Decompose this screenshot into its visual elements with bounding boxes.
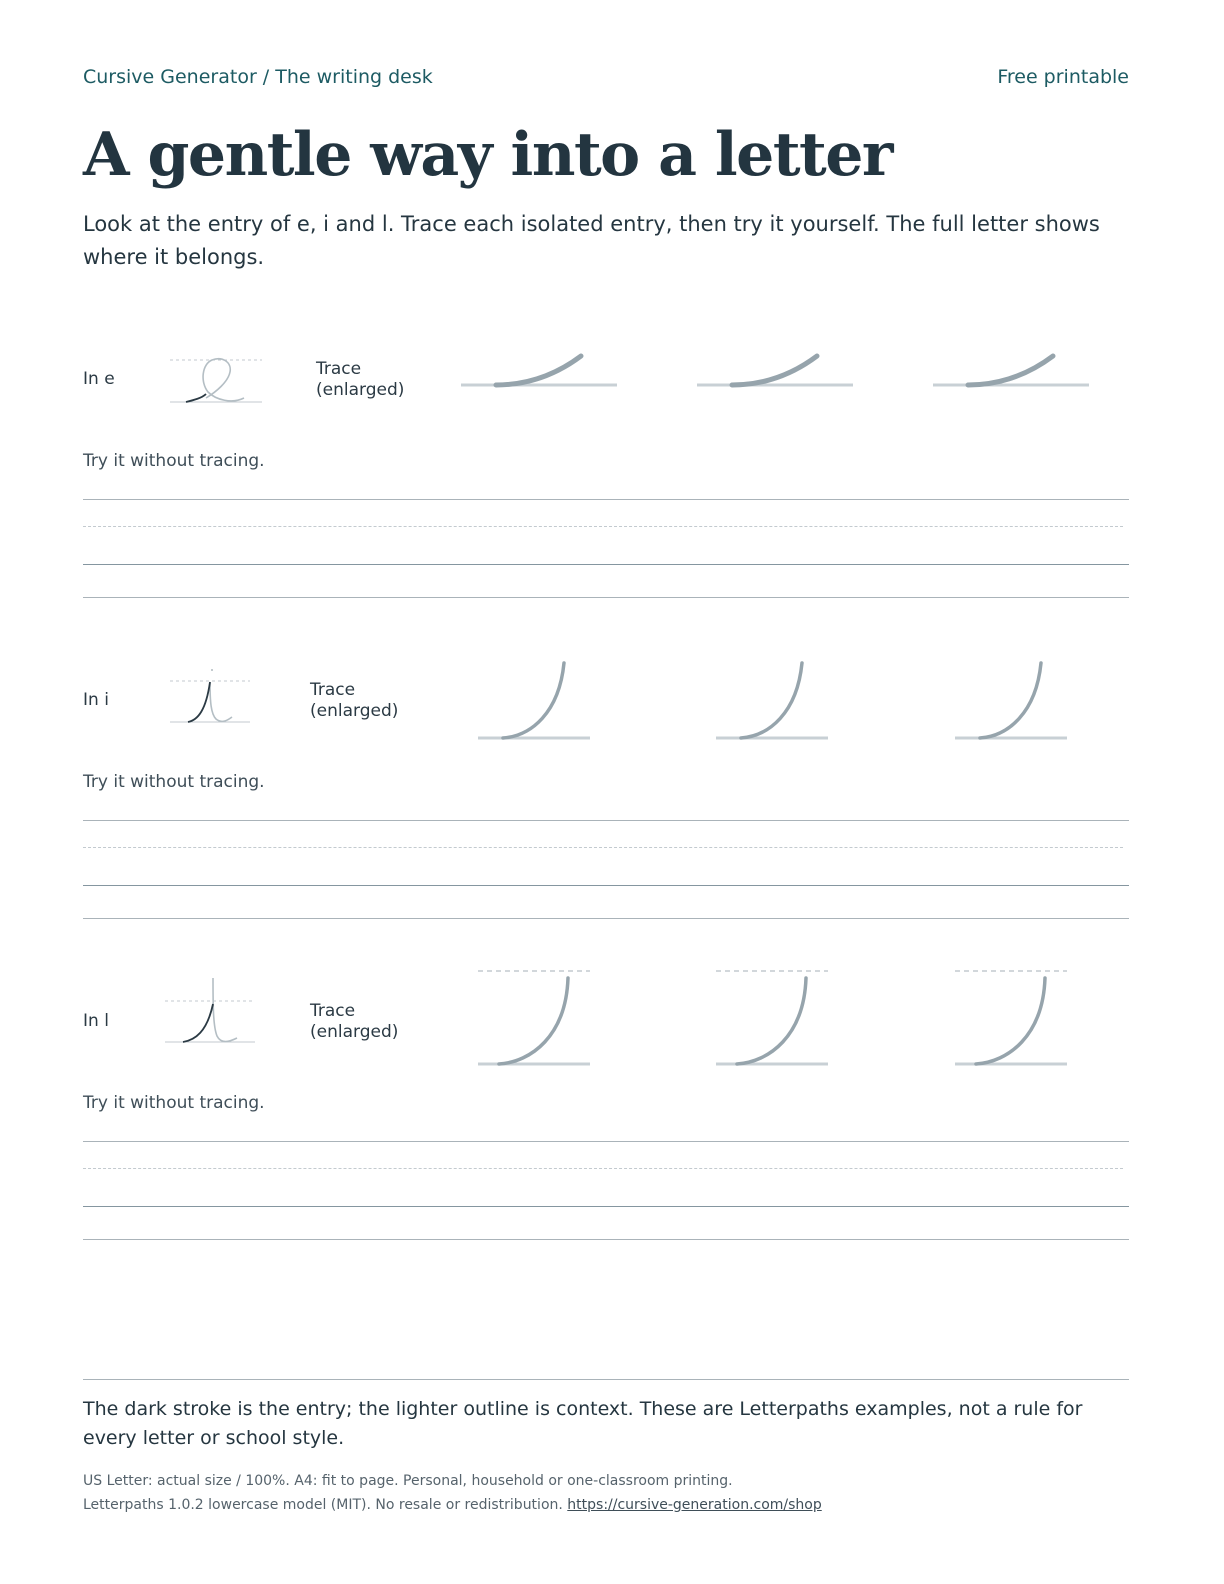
license-line: [83, 1497, 822, 1513]
ascender-line: [83, 1141, 1129, 1142]
midline: [83, 1168, 1123, 1169]
letter-i-model: [166, 664, 256, 728]
i-entry-trace-3[interactable]: [953, 658, 1069, 744]
midline: [83, 847, 1123, 848]
e-entry-trace-2[interactable]: [695, 346, 855, 394]
section-i-label: In i: [83, 690, 109, 710]
descender-line: [83, 597, 1129, 598]
breadcrumb[interactable]: Cursive Generator / The writing desk: [83, 66, 433, 88]
l-entry-trace-2[interactable]: [714, 966, 830, 1068]
e-entry-trace-1[interactable]: [459, 346, 619, 394]
section-i-trace-label: Trace (enlarged): [310, 680, 399, 721]
baseline: [83, 885, 1129, 886]
descender-line: [83, 1239, 1129, 1240]
section-l-prompt: Try it without tracing.: [83, 1093, 265, 1113]
footer-divider: [83, 1379, 1129, 1380]
letter-l-model: [161, 974, 261, 1048]
section-l-writing-lines[interactable]: [83, 1141, 1129, 1243]
section-e-label: In e: [83, 369, 115, 389]
ascender-line: [83, 820, 1129, 821]
section-e-writing-lines[interactable]: [83, 499, 1129, 601]
footer-note: The dark stroke is the entry; the lighter outline is context. These are Letterpaths examples, not a rule for every letter or school style.: [83, 1398, 1083, 1449]
baseline: [83, 564, 1129, 565]
ascender-line: [83, 499, 1129, 500]
section-i-prompt: Try it without tracing.: [83, 772, 265, 792]
section-l-trace-label: Trace (enlarged): [310, 1001, 399, 1042]
e-entry-trace-3[interactable]: [931, 346, 1091, 394]
intro-paragraph: Look at the entry of e, i and l. Trace each isolated entry, then try it yourself. The full letter shows where it belongs.: [83, 212, 1100, 269]
section-e-trace-label: Trace (enlarged): [316, 359, 405, 400]
section-l-label: In l: [83, 1011, 109, 1031]
i-entry-trace-1[interactable]: [476, 658, 592, 744]
descender-line: [83, 918, 1129, 919]
baseline: [83, 1206, 1129, 1207]
page-title: A gentle way into a letter: [83, 120, 893, 190]
midline: [83, 526, 1123, 527]
i-entry-trace-2[interactable]: [714, 658, 830, 744]
print-info: US Letter: actual size / 100%. A4: fit to page. Personal, household or one-classroom printing.: [83, 1473, 733, 1489]
shop-link[interactable]: https://cursive-generation.com/shop: [567, 1497, 822, 1513]
free-printable-badge: Free printable: [997, 66, 1129, 88]
l-entry-trace-1[interactable]: [476, 966, 592, 1068]
section-e-prompt: Try it without tracing.: [83, 451, 265, 471]
letter-e-model: [166, 352, 266, 408]
section-i-writing-lines[interactable]: [83, 820, 1129, 922]
l-entry-trace-3[interactable]: [953, 966, 1069, 1068]
license-text: Letterpaths 1.0.2 lowercase model (MIT). No resale or redistribution.: [83, 1497, 563, 1513]
